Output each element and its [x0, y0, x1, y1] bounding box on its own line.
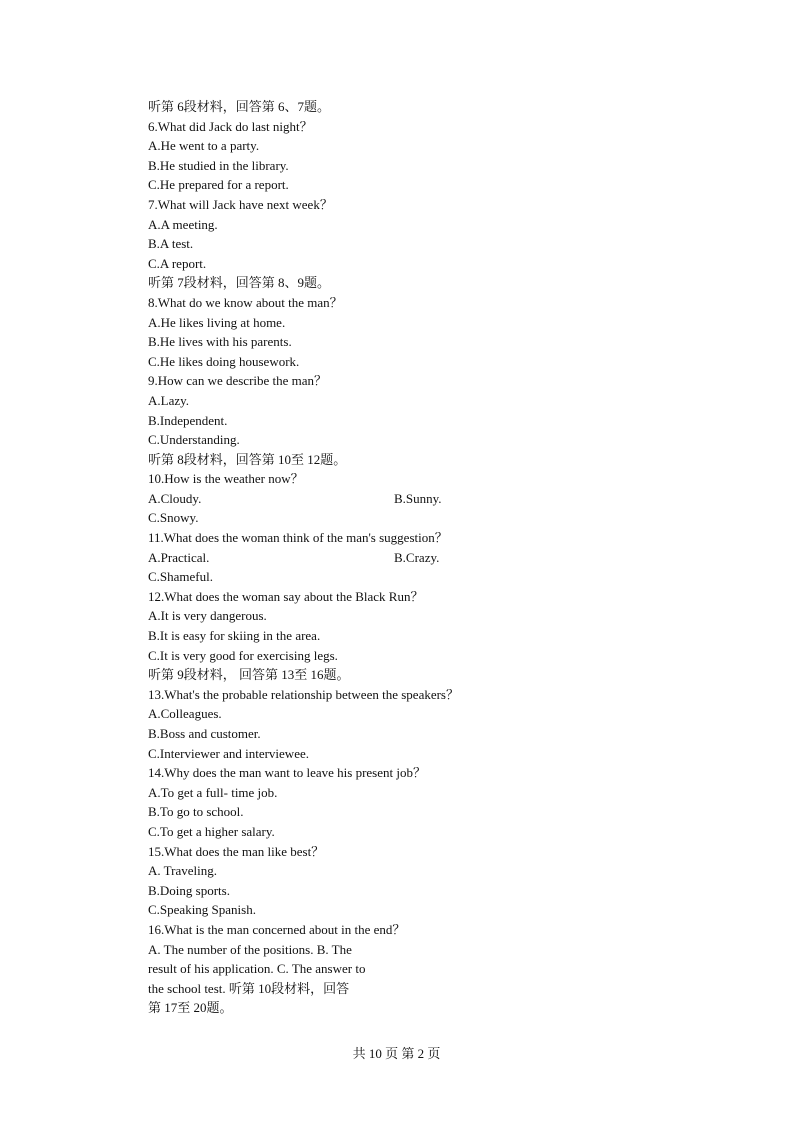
text-line: 8.What do we know about the man？: [148, 294, 343, 310]
text-line: 听第 8段材料，回答第 10至 12题。: [148, 451, 347, 467]
text-line: 第 17至 20题。: [148, 1000, 233, 1016]
text-line: result of his application. C. The answer to: [148, 961, 366, 977]
text-line: A.Colleagues.: [148, 706, 222, 722]
option-text: A.Cloudy.: [148, 490, 202, 506]
text-line: B.Doing sports.: [148, 882, 230, 898]
text-line: 7.What will Jack have next week？: [148, 196, 333, 212]
text-line: A.A meeting.: [148, 216, 218, 232]
text-line: 6.What did Jack do last night？: [148, 118, 313, 134]
text-line: B.It is easy for skiing in the area.: [148, 628, 321, 644]
text-line: A.It is very dangerous.: [148, 608, 267, 624]
text-line: 12.What does the woman say about the Black Run？: [148, 588, 424, 604]
option-text: B.Sunny.: [394, 490, 442, 506]
page-footer: 共 10 页 第 2 页: [352, 1046, 441, 1061]
option-row: [148, 489, 648, 509]
text-line: A. Traveling.: [148, 863, 217, 879]
text-line: 10.How is the weather now？: [148, 471, 304, 487]
text-line: 听第 7段材料，回答第 8、9题。: [148, 275, 331, 291]
text-line: 15.What does the man like best？: [148, 843, 325, 859]
text-line: 9.How can we describe the man？: [148, 373, 328, 389]
text-line: C.Snowy.: [148, 510, 199, 526]
text-line: 16.What is the man concerned about in the end？: [148, 921, 406, 937]
text-line: B.He studied in the library.: [148, 157, 289, 173]
text-line: C.A report.: [148, 255, 207, 271]
text-line: B.To go to school.: [148, 804, 244, 820]
text-line: C.Understanding.: [148, 432, 240, 448]
text-line: A.He likes living at home.: [148, 314, 286, 330]
text-line: 13.What's the probable relationship between the speakers？: [148, 686, 459, 702]
text-line: C.It is very good for exercising legs.: [148, 647, 338, 663]
text-line: B.He lives with his parents.: [148, 334, 292, 350]
text-line: C.Shameful.: [148, 569, 213, 585]
option-text: A.Practical.: [148, 549, 210, 565]
text-line: B.Independent.: [148, 412, 228, 428]
text-line: A.He went to a party.: [148, 138, 260, 154]
text-line: B.A test.: [148, 236, 194, 252]
text-line: B.Boss and customer.: [148, 726, 261, 741]
option-row: [148, 548, 648, 568]
text-line: 11.What does the woman think of the man's suggestion？: [148, 530, 448, 546]
text-line: C.He prepared for a report.: [148, 177, 289, 193]
text-line: A.Lazy.: [148, 392, 190, 408]
text-line: C.He likes doing housework.: [148, 353, 300, 369]
text-line: C.Speaking Spanish.: [148, 902, 256, 918]
text-line: the school test. 听第 10段材料，回答: [148, 980, 350, 996]
text-line: 14.Why does the man want to leave his present job？: [148, 765, 426, 781]
text-line: C.Interviewer and interviewee.: [148, 745, 309, 761]
text-line: 听第 6段材料，回答第 6、7题。: [148, 99, 331, 114]
text-line: 听第 9段材料， 回答第 13至 16题。: [148, 667, 350, 683]
text-line: A.To get a full- time job.: [148, 784, 278, 800]
text-line: A. The number of the positions. B. The: [148, 941, 352, 957]
option-text: B.Crazy.: [394, 549, 440, 565]
text-line: C.To get a higher salary.: [148, 823, 275, 839]
exam-content: [148, 97, 648, 1018]
